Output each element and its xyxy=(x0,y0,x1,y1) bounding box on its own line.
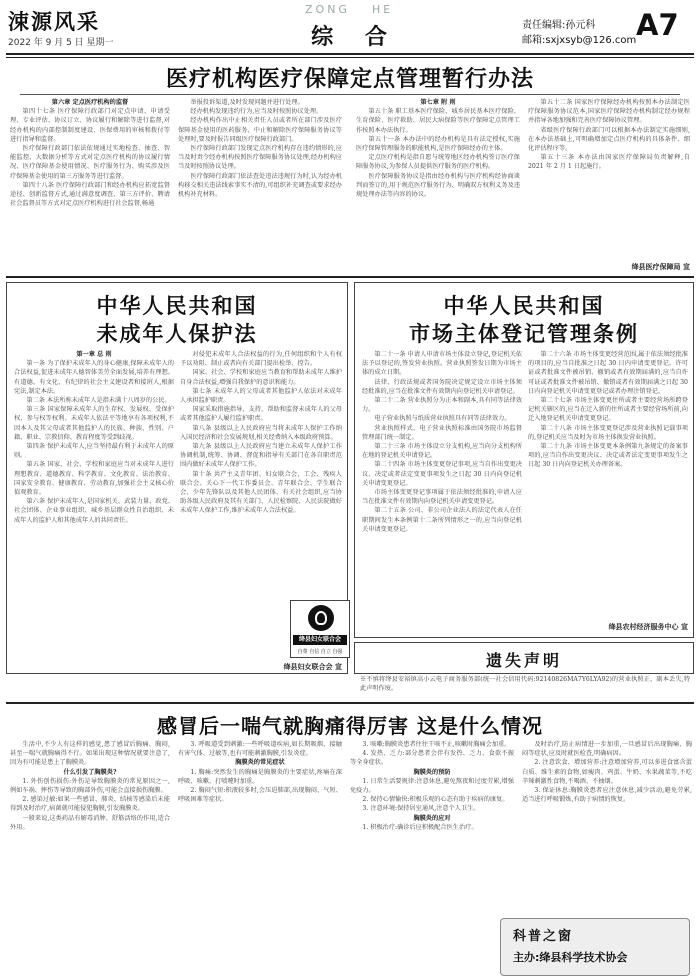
article1-c2-p4: 医疗保障行政部门发现定点医疗机构存在违约情形的,应当及时责令经办机构按照医疗保障服务协议处理,经办机构应当及时按照协议处理。 xyxy=(178,145,342,171)
article4-c3-heading-1: 胸膜炎的预防 xyxy=(413,768,451,776)
womens-federation-seal xyxy=(290,600,350,658)
article2-c2-p1: 对侵犯未成年人合法权益的行为,任何组织和个人有权予以劝阻、制止或者向有关部门提出检举、控告。 xyxy=(180,351,342,368)
article3-c1-p7: 第二十四条 市场主体变更登记事项,应当自作出变更决议、决定或者法定变更事项发生之日起 30 日内向登记机关申请变更登记。 xyxy=(362,461,522,487)
article2-column-2 xyxy=(180,350,342,596)
article4-c3-p5: 3. 注意环境:保持居室通风,注意个人卫生。 xyxy=(362,805,480,813)
notice-body: ※不慎将绛县安裕镇高小云电子商务服务部(统一社会信用代码:92140826MA7Y6LYA92)的营业执照正、副本丢失,特此声明作废。 xyxy=(360,676,690,693)
article2-c1-heading: 第一章 总 则 xyxy=(76,351,112,358)
article4-c2-p1: 3. 呼吸道受到刺激:一些呼吸道疾病,如长期吸烟、接触有害气体、过敏等,也有可能刺激胸膜,引发炎症。 xyxy=(178,741,342,758)
article1-c3-p2: 第五十一条 本办法中的经办机构是具有法定授权,实施医疗保障管理服务的职能机构,是医疗保障经办的主体。 xyxy=(356,135,520,153)
article4-c3-p4: 2. 保持心情愉快:积极乐观的心态有助于疾病的康复。 xyxy=(362,796,509,804)
article3-c1-p6: 第二十三条 市场主体设立分支机构,应当向分支机构所在地的登记机关申请登记。 xyxy=(362,443,522,460)
article4-c1-heading: 什么引发了胸膜炎? xyxy=(63,768,117,776)
article2-c1-p3: 第三条 国家保障未成年人的生存权、发展权、受保护权、参与权等权利。未成年人依法平等地享有各项权利,不因本人及其父母或者其他监护人的民族、种族、性别、户籍、职业、宗教信仰、教育程度等受到歧视。 xyxy=(14,406,174,441)
editor-info xyxy=(522,18,636,48)
article1-c4-p3: 第五十三条 本办法由国家医疗保障局负责解释,自 2021 年 2 月 1 日起施行。 xyxy=(528,154,690,171)
article2-column-1 xyxy=(14,350,174,668)
article2-c1-p1: 第一条 为了保护未成年人的身心健康,保障未成年人的合法权益,促进未成年人德智体美劳全面发展,培养有理想、有道德、有文化、有纪律的社会主义建设者和接班人,根据宪法,制定本法。 xyxy=(14,360,174,395)
page-number: A7 xyxy=(636,8,679,42)
article3-c2-p1: 第二十六条 市场主体变更经营范围,属于依法须经批准的项目的,应当自批准之日起 30 日内申请变更登记。许可证或者批准文件被吊销、撤销或者有效期届满的,应当自许可证或者批准文件被吊销、撤销或者有效期届满之日起 30 日内向登记机关申请变更登记或者办理注销登记。 xyxy=(528,351,688,395)
article2-c2-p5: 第八条 县级以上人民政府应当将未成年人保护工作纳入国民经济和社会发展规划,相关经费纳入本级政府预算。 xyxy=(180,424,342,441)
article2-c2-p6: 第九条 县级以上人民政府应当建立未成年人保护工作协调机制,统筹、协调、督促和指导有关部门在各自职责范围内做好未成年人保护工作。 xyxy=(180,443,342,469)
article1-bottom-rule xyxy=(6,276,694,278)
article1-title: 医疗机构医疗保障定点管理暂行办法 xyxy=(165,66,534,92)
masthead-rule xyxy=(6,53,694,55)
article1-title-rule xyxy=(20,94,680,95)
article4-column-1 xyxy=(10,740,170,975)
article3-c1-p1: 第二十一条 申请人申请市场主体设立登记,登记机关依法予以登记的,签发营业执照。营业执照签发日期为市场主体的成立日期。 xyxy=(362,351,522,377)
article2-c1-p2: 第二条 本法所称未成年人是指未满十八周岁的公民。 xyxy=(26,397,171,405)
article4-column-2 xyxy=(178,740,342,975)
article1-c2-p1: 举报投诉渠道,及时发现问题并进行处理。 xyxy=(190,99,304,106)
article1-c1-p1: 第四十七条 医疗保障行政部门对定点申请、申请受理、专业评估、协议订立、协议履行和解除等进行监督,对经办机构的内部控制制度建设、医保费用的审核和拨付等进行指导和监督。 xyxy=(10,108,170,143)
masthead-rule-thin xyxy=(6,57,694,58)
article3-column-2 xyxy=(528,350,688,616)
article3-c1-p5: 营业执照样式、电子营业执照标准由国务院市场监督管理部门统一制定。 xyxy=(362,424,522,441)
section-label-en-2: HE xyxy=(372,3,394,16)
article1-c3-p4: 医疗保障服务协议是指由经办机构与医疗机构经协商谈判而签订的,用于规范医疗服务行为、明确双方权利义务及违规处理办法等内容的协议。 xyxy=(356,172,520,199)
article4-c2-p2: 1. 胸痛:突然发生的胸痛是胸膜炎的主要症状,疼痛在深呼吸、咳嗽、打喷嚏时加重。 xyxy=(178,768,342,785)
article1-c3-p3: 定点医疗机构是指自愿与统筹地区经办机构签订医疗保障服务协议,为参保人员提供医疗服务的医疗机构。 xyxy=(356,154,520,171)
article3-c2-p3: 第二十八条 市场主体变更登记涉及营业执照记载事项的,登记机关应当及时为市场主体换发营业执照。 xyxy=(528,424,688,441)
seal-motto: 自尊 自信 自立 自强 xyxy=(297,649,343,655)
column-title: 科普之窗 xyxy=(513,929,574,944)
article1-column-1 xyxy=(10,98,170,273)
article1-c2-p3: 经办机构作出中止相关责任人员或者所在部门涉及医疗保障基金使用的医药服务、中止和解除医疗保障服务协议等处理时,要及时报告同级医疗保障行政部门。 xyxy=(178,117,342,143)
article2-title-line-1: 中华人民共和国 xyxy=(96,293,258,318)
article1-c4-p2: 省级医疗保障行政部门可以根据本办法制定实施细则,在本办法基础上,可明确增加定点医疗机构的具体条件、细化评估程序等。 xyxy=(528,126,690,153)
federation-emblem-icon xyxy=(308,605,334,631)
article1-c1-p3: 第四十八条 医疗保障行政部门和经办机构应拓宽监督途径、创新监督方式,通过满意度调查、第三方评价、聘请社会监督员等方式对定点医疗机构进行社会监督,畅通 xyxy=(10,181,170,208)
article4-c1-p2: 1. 外伤创伤损伤:外伤是导致胸膜炎的常见原因之一,例如车祸、摔伤等导致的胸部外伤,可能会直接损伤胸膜。 xyxy=(10,777,170,795)
article2-credit: 绛县妇女联合会 宣 xyxy=(283,662,342,671)
article1-c2-p5: 医疗保障行政部门依法查处违法违规行为时,认为经办机构移交相关违法线索事实不清的,可组织补充调查或要求经办机构补充材料。 xyxy=(178,172,342,199)
article1-column-2 xyxy=(178,98,342,273)
article4-c2-heading: 胸膜炎的常见症状 xyxy=(235,759,285,767)
article3-c2-p4: 第二十九条 市场主体变更本条例第九条规定的备案事项的,应当自作出变更决议、决定或者法定变更事项发生之日起 30 日内向登记机关办理备案。 xyxy=(528,443,688,469)
article4-c3-heading-2: 胸膜炎的应对 xyxy=(413,814,451,822)
article4-c3-p6: 1. 积极治疗:确诊后应积极配合医生治疗。 xyxy=(362,823,478,831)
article3-c1-p3: 第二十二条 营业执照分为正本和副本,具有同等法律效力。 xyxy=(362,397,522,414)
article4-title: 感冒后一喘气就胸痛得厉害 这是什么情况 xyxy=(157,714,543,738)
article4-c2-p3: 2. 胸闷气短:积液较多时,会压迫肺部,出现胸闷、气短、呼吸困难等症状。 xyxy=(178,787,342,804)
article3-title-line-1: 中华人民共和国 xyxy=(443,293,605,318)
article3-c1-p2: 法律、行政法规或者国务院决定规定设立市场主体须经批准的,应当在批准文件有效期内向登记机关申请登记。 xyxy=(362,378,522,395)
article4-c3-p3: 1. 日常生活要规律:注意休息,避免熬夜和过度劳累,增强免疫力。 xyxy=(350,777,514,795)
article3-c1-p9: 第二十五条 公司、非公司企业法人的法定代表人在任职期间发生本条例第十二条所列情形之一的,应当向登记机关申请变更登记。 xyxy=(362,507,522,533)
article1-c4-p1: 第五十二条 国家医疗保障经办机构按照本办法制定医疗保障服务协议范本,国家医疗保障经办机构制定经办规程并指导各地加强和完善医疗保障协议管理。 xyxy=(528,99,690,125)
masthead-name: 涑源风采 xyxy=(8,9,100,34)
article1-c1-p2: 医疗保障行政部门依法依规通过实地检查、抽查、智能监控、大数据分析等方式对定点医疗机构的协议履行情况、医疗保障基金使用情况、医疗服务行为、购买涉及医疗保障基金使用的第三方服务等进行监督。 xyxy=(10,145,170,180)
article1-credit: 绛县医疗保障局 宣 xyxy=(631,262,690,271)
column-host: 主办:绛县科学技术协会 xyxy=(513,951,628,964)
article1-c1-heading: 第六章 定点医疗机构的监督 xyxy=(51,99,129,106)
article2-c2-p2: 国家、社会、学校和家庭应当教育和帮助未成年人维护自身合法权益,增强自我保护的意识和能力。 xyxy=(180,369,342,386)
article4-c4-p1: 及时治疗,防止病情进一步加重,一旦感冒后出现胸痛、胸闷等症状,应及时就医检查,明确病因。 xyxy=(522,741,692,758)
article1-c3-p1: 第五十条 职工基本医疗保险、城乡居民基本医疗保险、生育保险、医疗救助、居民大病保险等医疗保障定点管理工作按照本办法执行。 xyxy=(356,108,520,134)
article4-c1-p4: 一般来说,这类药品有解毒消肿、舒筋活络的作用,适合外用。 xyxy=(10,814,170,831)
article4-c4-p3: 3. 保证休息:胸膜炎患者应注意休息,减少活动,避免劳累,适当进行呼吸锻炼,有助于病情的恢复。 xyxy=(522,787,692,804)
article2-c2-p7: 第十条 共产主义青年团、妇女联合会、工会、残疾人联合会、关心下一代工作委员会、青年联合会、学生联合会、少年先锋队以及其他人民团体、有关社会组织,应当协助各级人民政府及其有关部门、人民检察院、人民法院做好未成年人保护工作,维护未成年人合法权益。 xyxy=(180,470,342,515)
section-label-en-1: ZONG xyxy=(305,3,350,16)
editor-name: 责任编辑:孙元科 xyxy=(522,20,596,31)
article2-c1-p5: 第五条 国家、社会、学校和家庭应当对未成年人进行理想教育、道德教育、科学教育、文化教育、法治教育、国家安全教育、健康教育、劳动教育,加强社会主义核心价值观教育。 xyxy=(14,461,174,497)
article2-c1-p6: 第六条 保护未成年人,是国家机关、武装力量、政党、社会团体、企业事业组织、城乡基层群众性自治组织、未成年人的监护人和其他成年人的共同责任。 xyxy=(14,498,174,524)
article2-c1-p4: 第四条 保护未成年人,应当坚持最有利于未成年人的原则。 xyxy=(14,443,174,460)
notice-title: 遗失声明 xyxy=(485,651,562,670)
article3-title-line-2: 市场主体登记管理条例 xyxy=(409,321,639,346)
article4-c4-p2: 2. 注意饮食、增加营养:注意增加营养,可以多进食富含蛋白质、维生素的食物,如瘦肉、鸡蛋、牛奶、水果蔬菜等,不吃辛辣刺激性食物,不喝酒、不抽烟。 xyxy=(522,759,692,785)
article3-c2-p2: 第二十七条 市场主体变更住所或者主要经营场所跨登记机关辖区的,应当在迁入新的住所或者主要经营场所前,向迁入地登记机关申请变更登记。 xyxy=(528,397,688,423)
article1-column-3 xyxy=(356,98,520,273)
article3-c1-p8: 市场主体变更登记事项属于依法须经批准的,申请人应当在批准文件有效期内向登记机关申请变更登记。 xyxy=(362,489,522,506)
lower-section-rule xyxy=(6,702,694,704)
article2-c2-p3: 第七条 未成年人的父母或者其他监护人依法对未成年人承担监护职责。 xyxy=(180,387,342,405)
article4-c3-p2: 4. 发热、乏力:部分患者会伴有发热、乏力、食欲不振等全身症状。 xyxy=(350,750,514,767)
article2-title-line-2: 未成年人保护法 xyxy=(96,321,258,346)
article3-column-1 xyxy=(362,350,522,632)
article4-c1-p1: 生活中,不少人有这样的感觉,患了感冒后胸痛、胸闷,甚至一喘气就胸痛得不行。如果出现这种情况就要注意了,因为有可能是患上了胸膜炎。 xyxy=(10,741,170,767)
article2-c2-p4: 国家采取措施指导、支持、帮助和监督未成年人的父母或者其他监护人履行监护职责。 xyxy=(180,406,342,423)
section-label: 综 合 xyxy=(311,24,399,50)
article4-c3-p1: 3. 咳嗽:胸膜炎患者往往干咳不止,咳嗽时胸痛会加重。 xyxy=(362,741,511,748)
issue-date: 2022 年 9 月 5 日 星期一 xyxy=(8,38,114,48)
seal-name: 绛县妇女联合会 xyxy=(293,635,347,645)
science-column-banner xyxy=(500,918,690,976)
article4-c1-p3: 2. 感染过敏:如果一些感冒、肺炎、结核等感染后未能得到及时治疗,病菌就可能侵犯胸膜,引发胸膜炎。 xyxy=(10,796,170,813)
article1-c3-heading: 第七章 附 则 xyxy=(420,99,456,106)
article3-c1-p4: 电子营业执照与纸质营业执照具有同等法律效力。 xyxy=(374,415,511,423)
article4-column-4 xyxy=(522,740,692,912)
article1-c2-p2: 经办机构发现违约行为,应当及时按照协议处理。 xyxy=(190,108,323,116)
editor-email: 邮箱:sxjxsyb@126.com xyxy=(522,35,637,46)
article3-credit: 绛县农村经济服务中心 宣 xyxy=(608,622,688,631)
article1-column-4 xyxy=(528,98,690,258)
article4-column-3 xyxy=(350,740,514,975)
